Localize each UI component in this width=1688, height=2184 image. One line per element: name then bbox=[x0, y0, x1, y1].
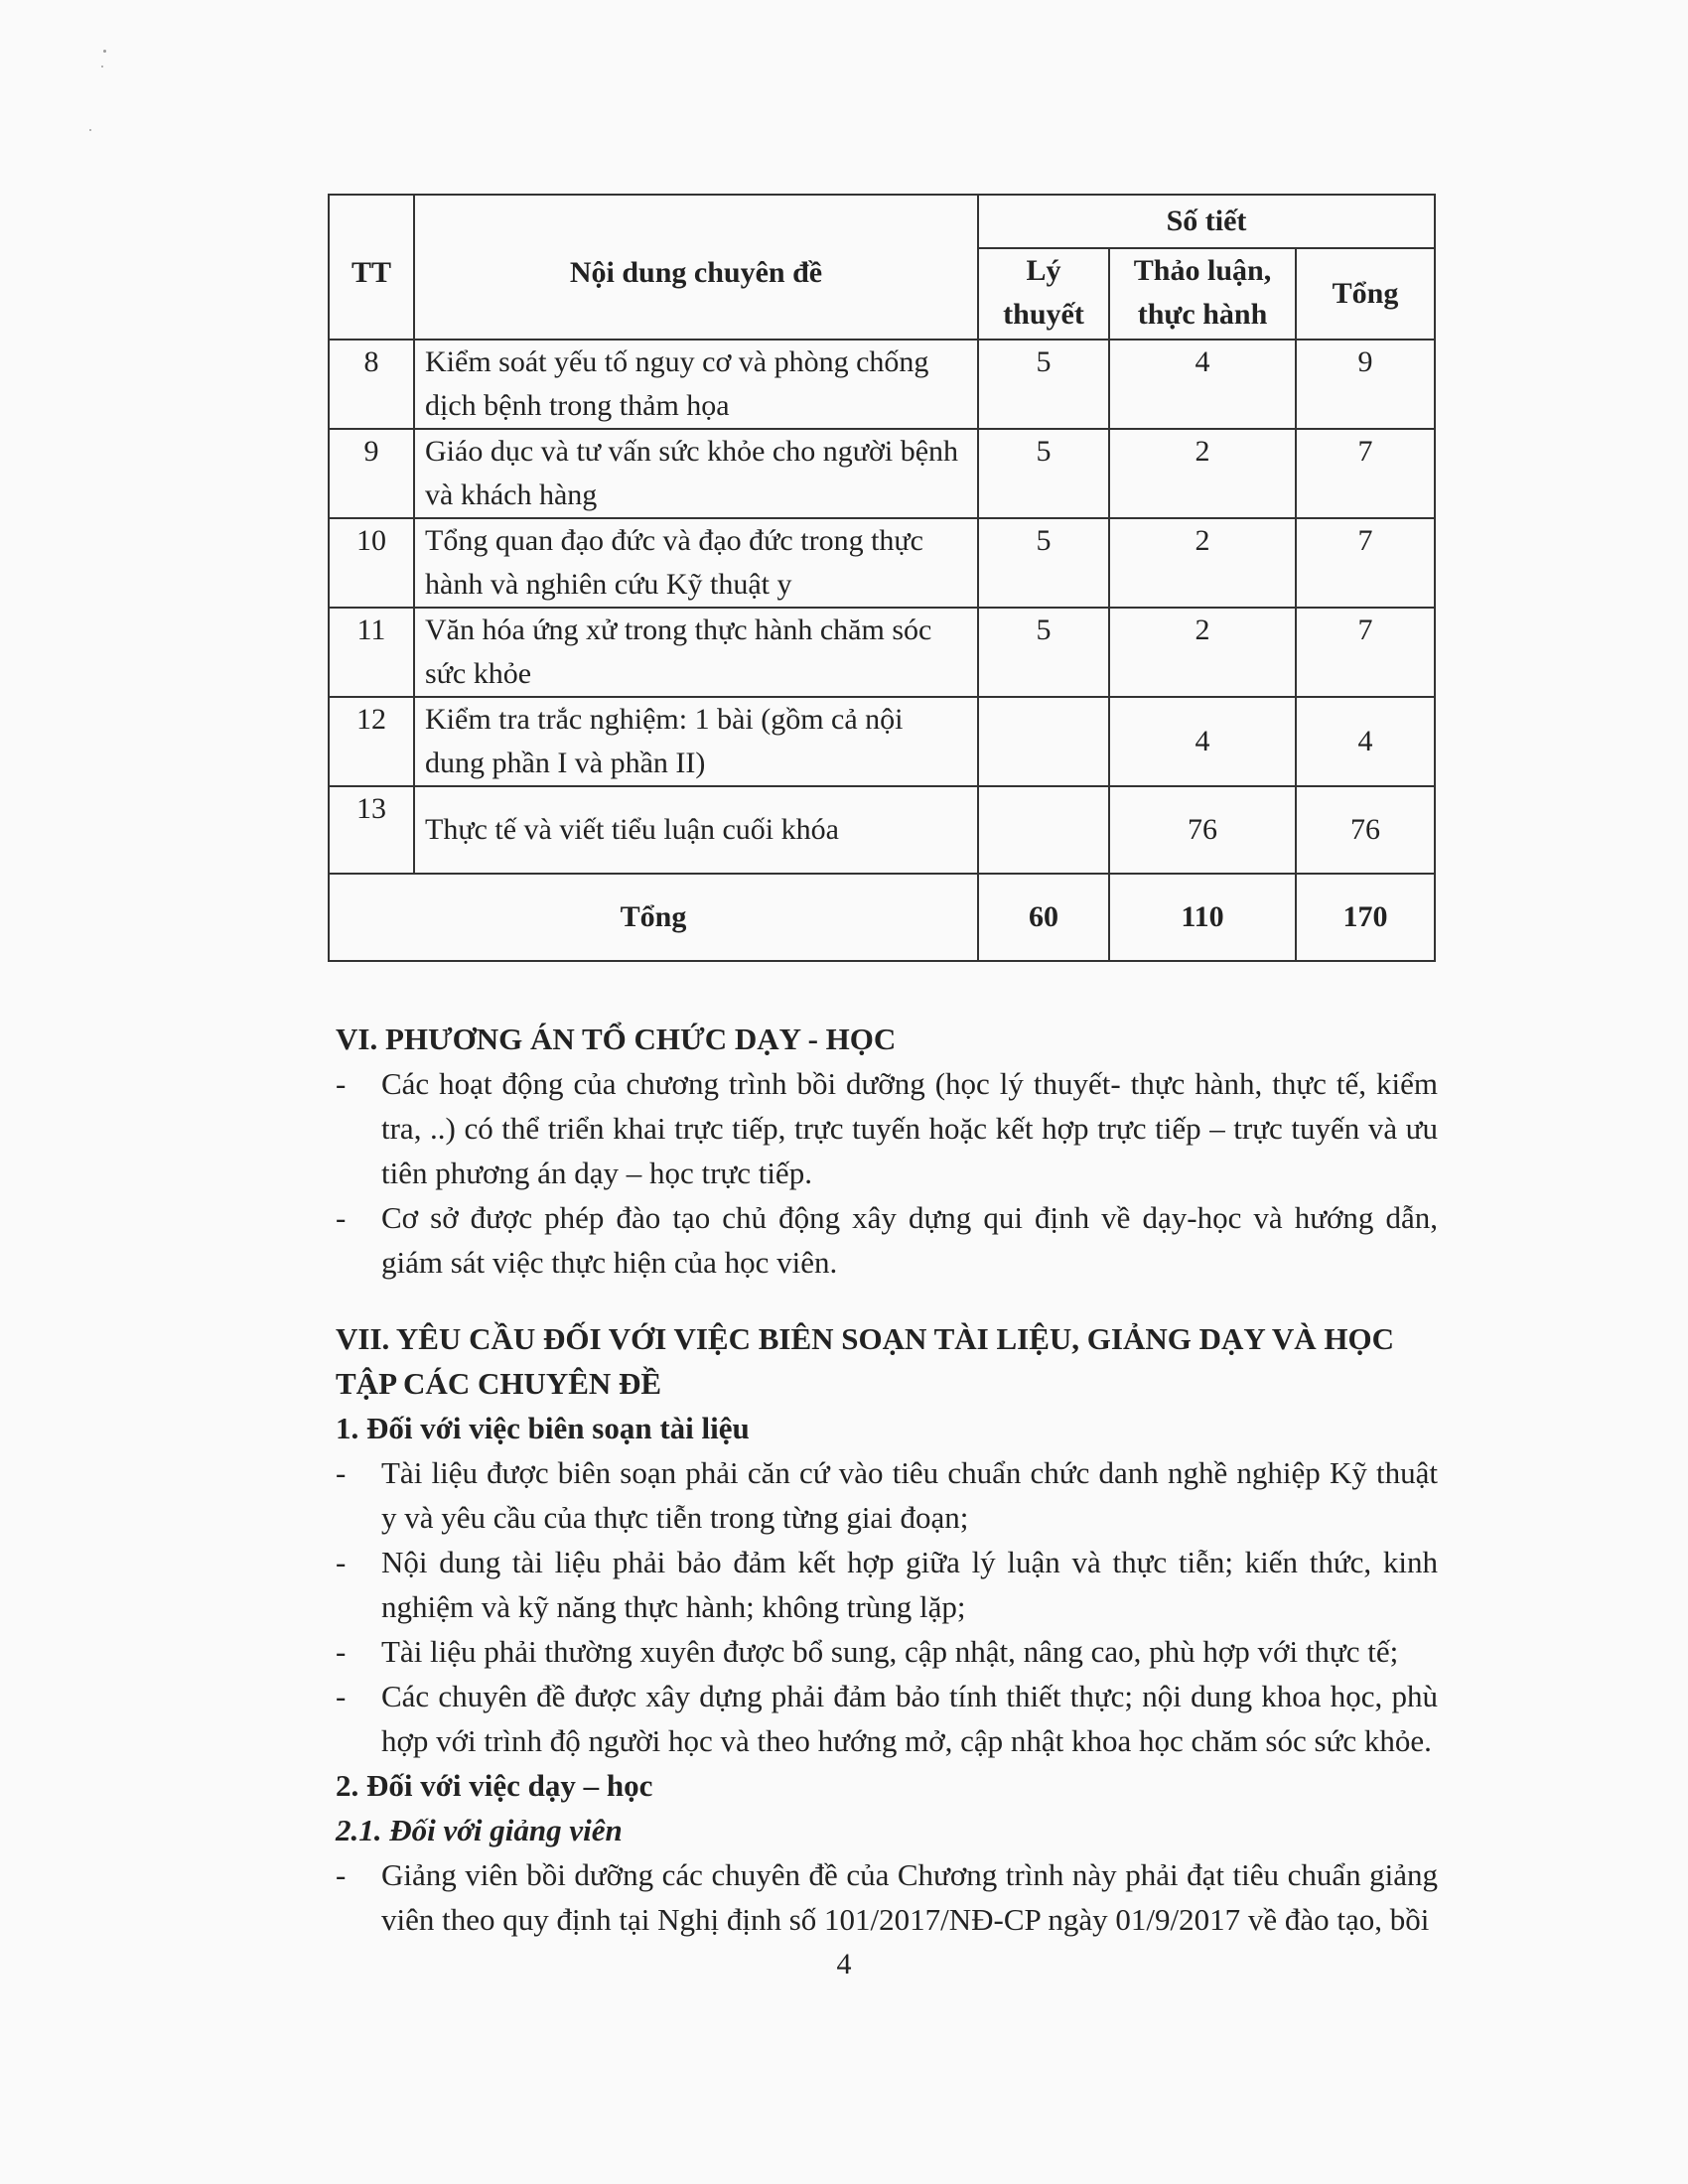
row-practice: 4 bbox=[1109, 697, 1296, 786]
subsection-1-heading: 1. Đối với việc biên soạn tài liệu bbox=[336, 1411, 750, 1445]
row-theory bbox=[978, 786, 1109, 874]
header-theory: Lý thuyết bbox=[978, 248, 1109, 340]
row-tt: 10 bbox=[329, 518, 414, 608]
table-row bbox=[329, 697, 1435, 786]
list-item bbox=[336, 1674, 1438, 1763]
row-total: 4 bbox=[1296, 697, 1435, 786]
row-practice: 2 bbox=[1109, 608, 1296, 697]
page-number: 4 bbox=[836, 1948, 852, 1980]
total-total: 170 bbox=[1296, 874, 1435, 961]
row-total: 76 bbox=[1296, 786, 1435, 874]
row-tt: 12 bbox=[329, 697, 414, 786]
subsection-2-1-heading: 2.1. Đối với giảng viên bbox=[336, 1813, 623, 1847]
bullet-dash: - bbox=[336, 1634, 347, 1669]
list-item bbox=[336, 1450, 1438, 1540]
bullet-text: Tài liệu phải thường xuyên được bổ sung, cập nhật, nâng cao, phù hợp với thực tế; bbox=[381, 1634, 1399, 1669]
table-row bbox=[329, 429, 1435, 518]
header-tt: TT bbox=[329, 195, 414, 340]
row-total: 7 bbox=[1296, 518, 1435, 608]
bullet-text: Nội dung tài liệu phải bảo đảm kết hợp giữa lý luận và thực tiễn; kiến thức, kinh nghiệm và kỹ năng thực hành; không trùng lặp; bbox=[381, 1545, 1438, 1624]
total-practice: 110 bbox=[1109, 874, 1296, 961]
row-content: Giáo dục và tư vấn sức khỏe cho người bệnh và khách hàng bbox=[414, 429, 978, 518]
total-label: Tổng bbox=[329, 874, 978, 961]
row-content: Thực tế và viết tiểu luận cuối khóa bbox=[414, 786, 978, 874]
bullet-text: Cơ sở được phép đào tạo chủ động xây dựng qui định về dạy-học và hướng dẫn, giám sát việc thực hiện của học viên. bbox=[381, 1200, 1438, 1280]
table-total-row bbox=[329, 874, 1435, 961]
list-item bbox=[336, 1629, 1438, 1674]
row-practice: 2 bbox=[1109, 518, 1296, 608]
table-row bbox=[329, 518, 1435, 608]
list-item bbox=[336, 1540, 1438, 1629]
table-row bbox=[329, 786, 1435, 874]
bullet-text: Tài liệu được biên soạn phải căn cứ vào tiêu chuẩn chức danh nghề nghiệp Kỹ thuật y và yêu cầu của thực tiễn trong từng giai đoạn; bbox=[381, 1455, 1438, 1535]
bullet-dash: - bbox=[336, 1679, 347, 1713]
bullet-text: Giảng viên bồi dưỡng các chuyên đề của Chương trình này phải đạt tiêu chuẩn giảng viên theo quy định tại Nghị định số 101/2017/NĐ-CP ngày 01/9/2017 về đào tạo, bồi bbox=[381, 1857, 1438, 1937]
bullet-dash: - bbox=[336, 1200, 347, 1235]
scan-speck bbox=[101, 66, 103, 68]
header-content: Nội dung chuyên đề bbox=[414, 195, 978, 340]
bullet-text: Các hoạt động của chương trình bồi dưỡng (học lý thuyết- thực hành, thực tế, kiểm tra, ..) có thể triển khai trực tiếp, trực tuyến hoặc kết hợp trực tiếp – trực tuyến và ưu tiên phương án dạy – học trực tiếp. bbox=[381, 1066, 1438, 1190]
row-tt: 11 bbox=[329, 608, 414, 697]
subsection-2-heading: 2. Đối với việc dạy – học bbox=[336, 1768, 653, 1803]
syllabus-table bbox=[328, 194, 1436, 962]
row-total: 7 bbox=[1296, 608, 1435, 697]
row-content: Kiểm soát yếu tố nguy cơ và phòng chống dịch bệnh trong thảm họa bbox=[414, 340, 978, 429]
table-header-row bbox=[329, 195, 1435, 248]
bullet-dash: - bbox=[336, 1857, 347, 1892]
list-item bbox=[336, 1195, 1438, 1285]
row-content: Tổng quan đạo đức và đạo đức trong thực hành và nghiên cứu Kỹ thuật y bbox=[414, 518, 978, 608]
row-content: Văn hóa ứng xử trong thực hành chăm sóc sức khỏe bbox=[414, 608, 978, 697]
header-total: Tổng bbox=[1296, 248, 1435, 340]
row-theory: 5 bbox=[978, 429, 1109, 518]
row-tt: 13 bbox=[329, 786, 414, 874]
section-7 bbox=[336, 1316, 1438, 1942]
row-theory: 5 bbox=[978, 340, 1109, 429]
row-tt: 8 bbox=[329, 340, 414, 429]
header-so-tiet: Số tiết bbox=[978, 195, 1435, 248]
bullet-dash: - bbox=[336, 1455, 347, 1490]
total-theory: 60 bbox=[978, 874, 1109, 961]
section-6 bbox=[336, 1017, 1438, 1285]
row-theory: 5 bbox=[978, 518, 1109, 608]
table-row bbox=[329, 608, 1435, 697]
bullet-text: Các chuyên đề được xây dựng phải đảm bảo tính thiết thực; nội dung khoa học, phù hợp với trình độ người học và theo hướng mở, cập nhật khoa học chăm sóc sức khỏe. bbox=[381, 1679, 1438, 1758]
scan-speck bbox=[89, 129, 91, 131]
section-7-heading: VII. YÊU CẦU ĐỐI VỚI VIỆC BIÊN SOẠN TÀI LIỆU, GIẢNG DẠY VÀ HỌC TẬP CÁC CHUYÊN ĐỀ bbox=[336, 1321, 1394, 1401]
section-6-heading: VI. PHƯƠNG ÁN TỔ CHỨC DẠY - HỌC bbox=[336, 1022, 897, 1056]
row-tt: 9 bbox=[329, 429, 414, 518]
row-total: 9 bbox=[1296, 340, 1435, 429]
row-theory: 5 bbox=[978, 608, 1109, 697]
bullet-dash: - bbox=[336, 1545, 347, 1579]
list-item bbox=[336, 1852, 1438, 1942]
row-practice: 76 bbox=[1109, 786, 1296, 874]
row-theory bbox=[978, 697, 1109, 786]
row-practice: 2 bbox=[1109, 429, 1296, 518]
bullet-dash: - bbox=[336, 1066, 347, 1101]
list-item bbox=[336, 1061, 1438, 1195]
row-practice: 4 bbox=[1109, 340, 1296, 429]
scan-speck bbox=[103, 50, 106, 53]
row-total: 7 bbox=[1296, 429, 1435, 518]
table-row bbox=[329, 340, 1435, 429]
header-practice: Thảo luận, thực hành bbox=[1109, 248, 1296, 340]
row-content: Kiểm tra trắc nghiệm: 1 bài (gồm cả nội dung phần I và phần II) bbox=[414, 697, 978, 786]
